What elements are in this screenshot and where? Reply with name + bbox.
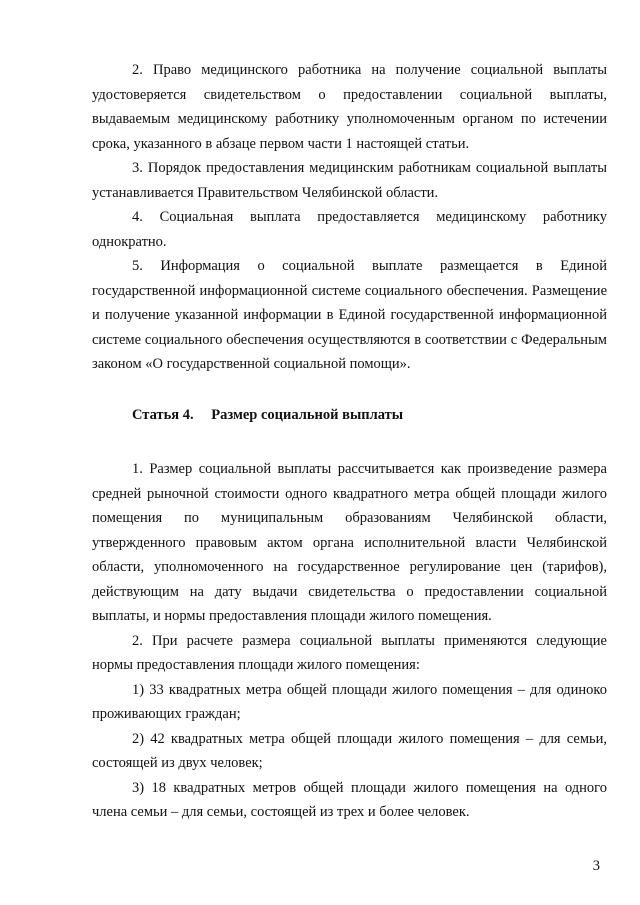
article-title: Размер социальной выплаты	[211, 406, 404, 423]
page-number: 3	[592, 858, 600, 874]
document-body	[92, 58, 607, 825]
list-item-1: 1) 33 квадратных метра общей площади жилого помещения – для одиноко проживающих граждан;	[92, 681, 607, 722]
article-number: Статья 4.	[132, 406, 194, 423]
paragraph-5: 5. Информация о социальной выплате размещается в Единой государственной информационной системе социального обеспечения. Размещение и получение указанной информации в Единой государственной информационной системе социального обеспечения осуществляются в соответствии с Федеральным законом «О государственной социальной помощи».	[92, 258, 607, 372]
paragraph-2: 2. Право медицинского работника на получение социальной выплаты удостоверяется свидетельством о предоставлении социальной выплаты, выдаваемым медицинскому работнику уполномоченным органом по истечении срока, указанного в абзаце первом части 1 настоящей статьи.	[92, 62, 607, 152]
paragraph-3: 3. Порядок предоставления медицинским работникам социальной выплаты устанавливается Правительством Челябинской области.	[92, 160, 607, 201]
article-heading	[92, 403, 607, 428]
list-item-3: 3) 18 квадратных метров общей площади жилого помещения на одного члена семьи – для семьи, состоящей из трех и более человек.	[92, 779, 607, 820]
paragraph-4: 4. Социальная выплата предоставляется медицинскому работнику однократно.	[92, 209, 607, 250]
article4-paragraph-1: 1. Размер социальной выплаты рассчитывается как произведение размера средней рыночной стоимости одного квадратного метра общей площади жилого помещения по муниципальным образованиям Челябинской области, утвержденного правовым актом органа исполнительной власти Челябинской области, уполномоченного на государственное регулирование цен (тарифов), действующим на дату выдачи свидетельства о предоставлении социальной выплаты, и нормы предоставления площади жилого помещения.	[92, 461, 607, 624]
list-item-2: 2) 42 квадратных метра общей площади жилого помещения – для семьи, состоящей из двух человек;	[92, 730, 607, 771]
article4-paragraph-2: 2. При расчете размера социальной выплаты применяются следующие нормы предоставления площади жилого помещения:	[92, 632, 607, 673]
